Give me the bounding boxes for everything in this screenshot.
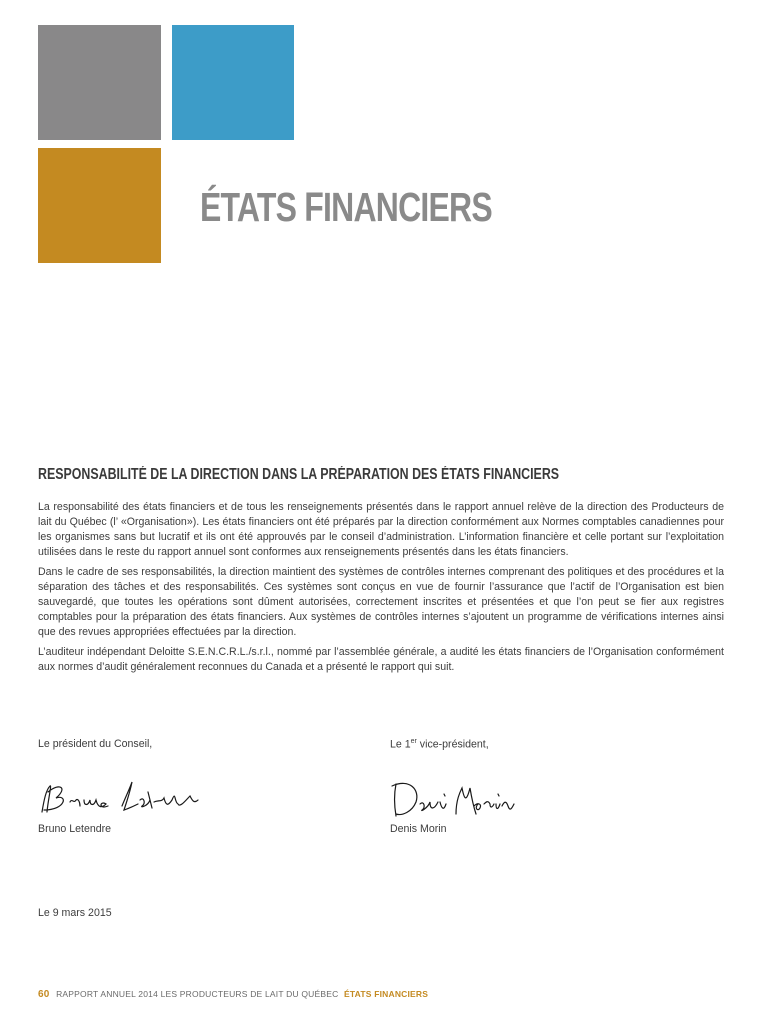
paragraph: L’auditeur indépendant Deloitte S.E.N.C.R.L./s.r.l., nommé par l’assemblée générale, a audité les états financiers de l’Organisation conformément aux normes d’audit généralement reconnues du Canada et a présenté le rapport qui suit. (38, 646, 724, 673)
signatory-role: Le 1er vice-président, (390, 738, 489, 751)
signatory-name: Bruno Letendre (38, 823, 112, 835)
decorative-gray-block (38, 25, 161, 140)
signature-image (38, 778, 208, 818)
signature-image (390, 778, 520, 822)
decorative-gold-block (38, 148, 161, 263)
page-title: ÉTATS FINANCIERS (200, 184, 492, 230)
page-footer (38, 989, 428, 1000)
page-number: 60 (38, 989, 50, 1000)
paragraph: La responsabilité des états financiers et de tous les renseignements présentés dans le rapport annuel relève de la direction des Producteurs de lait du Québec (l’ «Organisation»). Les états financiers ont été préparés par la direction conformément aux Normes comptables canadiennes pour les organismes sans but lucratif et ils ont été approuvés par le conseil d’administration. L’information financière et celle portant sur l’exploitation utilisées dans le reste du rapport annuel sont conformes aux renseignements présentés dans les états financiers. (38, 501, 724, 558)
decorative-blue-block (172, 25, 294, 140)
footer-report-title: RAPPORT ANNUEL 2014 LES PRODUCTEURS DE LAIT DU QUÉBEC (56, 989, 339, 999)
signatory-name: Denis Morin (390, 823, 447, 835)
body-text (38, 500, 724, 680)
paragraph: Dans le cadre de ses responsabilités, la direction maintient des systèmes de contrôles internes comprenant des politiques et des procédures et la séparation des tâches et des responsabilités. Ces systèmes sont conçus en vue de fournir l’assurance que l’actif de l’Organisation est bien sauvegardé, que toutes les opérations sont dûment autorisées, correctement inscrites et présentées et que l’on peut se fier aux registres comptables pour la préparation des états financiers. Aux systèmes de contrôles internes s’ajoutent un programme de vérifications internes ainsi que des revues appropriées effectuées par la direction. (38, 566, 724, 638)
document-date: Le 9 mars 2015 (38, 907, 112, 919)
footer-section-title: ÉTATS FINANCIERS (344, 989, 429, 999)
signatory-role: Le président du Conseil, (38, 738, 153, 750)
section-heading: RESPONSABILITÉ DE LA DIRECTION DANS LA PRÉPARATION DES ÉTATS FINANCIERS (38, 466, 560, 483)
